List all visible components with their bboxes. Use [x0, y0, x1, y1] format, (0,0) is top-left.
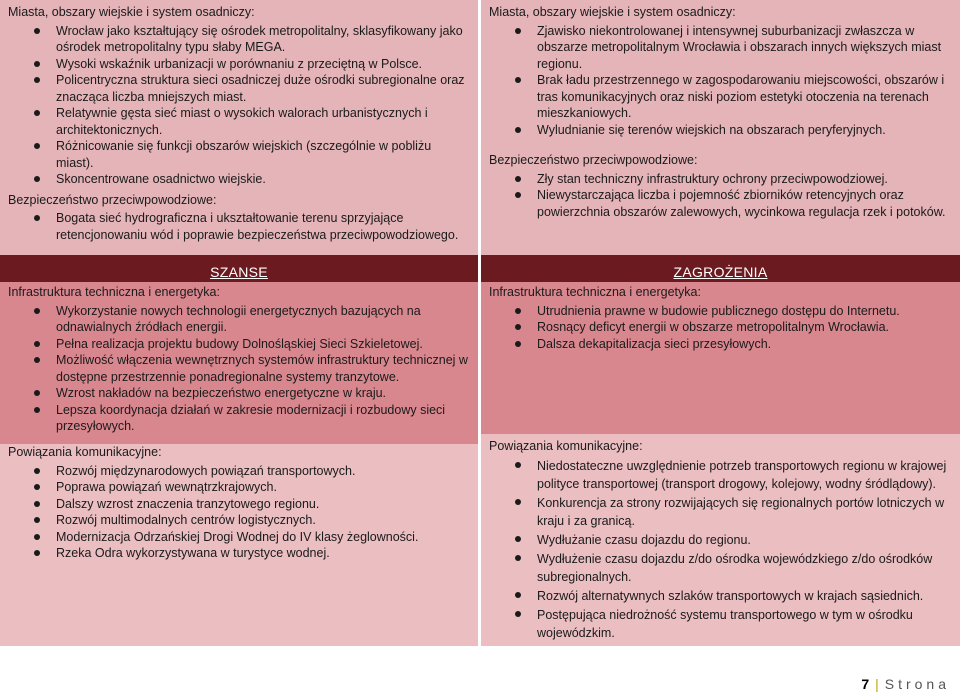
list-item: Pełna realizacja projektu budowy Dolnośląskiej Sieci Szkieletowej. [8, 336, 470, 353]
opportunities-transport-cell [0, 444, 478, 646]
list-item: Wysoki wskaźnik urbanizacji w porównaniu z przeciętną w Polsce. [8, 56, 470, 73]
list-item: Rozwój międzynarodowych powiązań transportowych. [8, 463, 470, 480]
footer-separator: | [875, 676, 879, 692]
list-item: Różnicowanie się funkcji obszarów wiejskich (szczególnie w pobliżu miast). [8, 138, 470, 171]
tl-heading-settlement: Miasta, obszary wiejskie i system osadniczy: [8, 5, 255, 19]
list-item: Wydłużanie czasu dojazdu do regionu. [489, 531, 952, 549]
list-item: Wrocław jako kształtujący się ośrodek metropolitalny, sklasyfikowany jako ośrodek metropolitalny typu słaby MEGA. [8, 23, 470, 56]
list-item: Policentryczna struktura sieci osadniczej duże ośrodki subregionalne oraz znacząca liczba mniejszych miast. [8, 72, 470, 105]
list-item: Wzrost nakładów na bezpieczeństwo energetyczne w kraju. [8, 385, 470, 402]
list-item: Postępująca niedrożność systemu transportowego w tym w ośrodku wojewódzkim. [489, 606, 952, 642]
list-item: Niewystarczająca liczba i pojemność zbiorników retencyjnych oraz powierzchnia obszarów zalewowych, wycinkowa regulacja rzek i potoków. [489, 187, 952, 220]
zagrozenia-list-infra [489, 303, 952, 353]
tl-list-flood [8, 210, 470, 243]
list-item: Rozwój alternatywnych szlaków transportowych w krajach sąsiednich. [489, 587, 952, 605]
zagrozenia-heading-infra: Infrastruktura techniczna i energetyka: [489, 285, 701, 299]
list-item: Dalsza dekapitalizacja sieci przesyłowych. [489, 336, 952, 353]
tr-heading-flood: Bezpieczeństwo przeciwpowodziowe: [489, 153, 698, 167]
list-item: Wyludnianie się terenów wiejskich na obszarach peryferyjnych. [489, 122, 952, 139]
opportunities-infra-cell [0, 262, 478, 444]
list-item: Wykorzystanie nowych technologii energetycznych bazujących na odnawialnych źródłach energii. [8, 303, 470, 336]
list-item: Utrudnienia prawne w budowie publicznego dostępu do Internetu. [489, 303, 952, 320]
zagrozenia-title-bar [481, 262, 960, 282]
list-item: Niedostateczne uwzględnienie potrzeb transportowych regionu w krajowej polityce transportowej (transport drogowy, kolejowy, wodny śródlądowy). [489, 457, 952, 493]
list-item: Możliwość włączenia wewnętrznych systemów infrastruktury technicznej w dostępne przestrzennie ponadregionalne systemy tranzytowe. [8, 352, 470, 385]
szanse-heading-infra: Infrastruktura techniczna i energetyka: [8, 285, 220, 299]
list-item: Rzeka Odra wykorzystywana w turystyce wodnej. [8, 545, 470, 562]
list-item: Relatywnie gęsta sieć miast o wysokich walorach urbanistycznych i architektonicznych. [8, 105, 470, 138]
tr-list-flood [489, 171, 952, 221]
column-divider [478, 0, 481, 646]
list-item: Zjawisko niekontrolowanej i intensywnej suburbanizacji zwłaszcza w obszarze metropolitalnym Wrocławia i obszarach innych większych miast regionu. [489, 23, 952, 73]
tr-list-settlement [489, 23, 952, 139]
tr-heading-settlement: Miasta, obszary wiejskie i system osadniczy: [489, 5, 736, 19]
strengths-cell [0, 0, 478, 242]
page-footer [861, 676, 950, 692]
bottom-rule [0, 646, 960, 648]
list-item: Dalszy wzrost znaczenia tranzytowego regionu. [8, 496, 470, 513]
list-item: Wydłużenie czasu dojazdu z/do ośrodka wojewódzkiego z/do ośrodków subregionalnych. [489, 550, 952, 586]
list-item: Rozwój multimodalnych centrów logistycznych. [8, 512, 470, 529]
list-item: Rosnący deficyt energii w obszarze metropolitalnym Wrocławia. [489, 319, 952, 336]
page-word: Strona [884, 676, 950, 692]
list-item: Poprawa powiązań wewnątrzkrajowych. [8, 479, 470, 496]
list-item: Konkurencja za strony rozwijających się regionalnych portów lotniczych w kraju i za granicą. [489, 494, 952, 530]
list-item: Bogata sieć hydrograficzna i ukształtowanie terenu sprzyjające retencjonowaniu wód i poprawie bezpieczeństwa przeciwpowodziowego. [8, 210, 470, 243]
szanse-list-infra [8, 303, 470, 435]
szanse-title: SZANSE [210, 264, 268, 280]
threats-transport-cell [481, 434, 960, 646]
szanse-title-bar [0, 262, 478, 282]
tl-heading-flood: Bezpieczeństwo przeciwpowodziowe: [8, 192, 217, 207]
zagrozenia-title: ZAGROŻENIA [673, 264, 768, 280]
threats-infra-cell [481, 262, 960, 434]
zagrozenia-heading-transport: Powiązania komunikacyjne: [489, 439, 643, 453]
list-item: Zły stan techniczny infrastruktury ochrony przeciwpowodziowej. [489, 171, 952, 188]
list-item: Brak ładu przestrzennego w zagospodarowaniu miejscowości, obszarów i tras komunikacyjnych oraz niski poziom estetyki otoczenia na terenach mieszkaniowych. [489, 72, 952, 122]
list-item: Skoncentrowane osadnictwo wiejskie. [8, 171, 470, 188]
zagrozenia-list-transport [489, 457, 952, 642]
list-item: Lepsza koordynacja działań w zakresie modernizacji i rozbudowy sieci przesyłowych. [8, 402, 470, 435]
list-item: Modernizacja Odrzańskiej Drogi Wodnej do IV klasy żeglowności. [8, 529, 470, 546]
page-number: 7 [861, 676, 870, 692]
szanse-list-transport [8, 463, 470, 562]
tl-list-settlement [8, 23, 470, 188]
szanse-heading-transport: Powiązania komunikacyjne: [8, 445, 162, 459]
weaknesses-cell [481, 0, 960, 255]
